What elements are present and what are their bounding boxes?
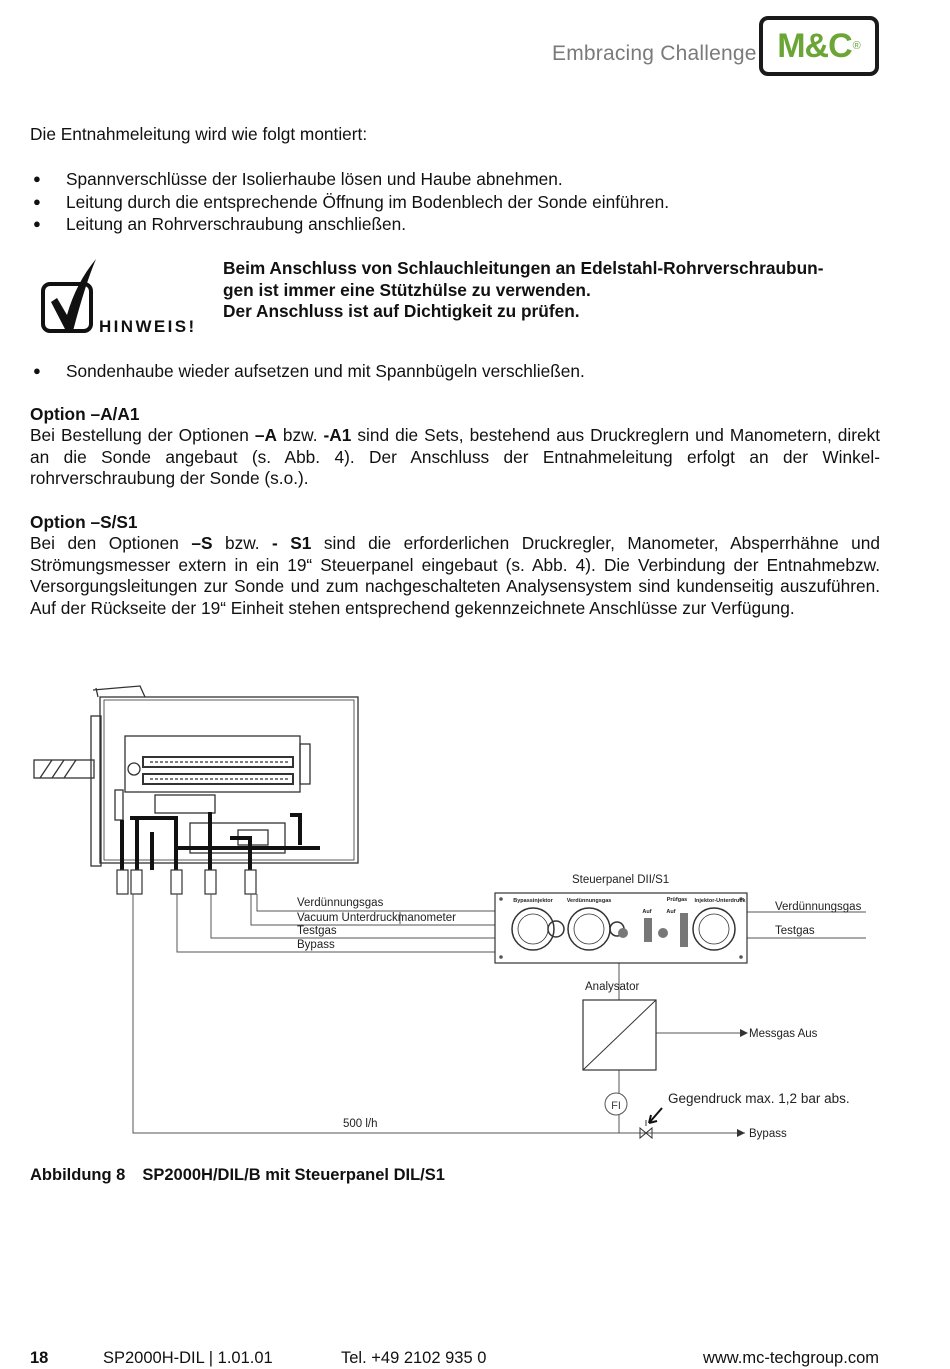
section-a-title: Option –A/A1: [30, 404, 140, 424]
bullet-icon: ●: [33, 216, 41, 232]
flow-indicator-label: FI: [611, 1100, 621, 1112]
final-step-list: [30, 360, 890, 383]
analysator-label: Analysator: [585, 981, 640, 993]
logo-registered-mark: ®: [852, 40, 861, 52]
intro-text: Die Entnahmeleitung wird wie folgt montiert:: [30, 124, 368, 144]
arrow-icon: [740, 1029, 748, 1037]
list-item: ● Leitung durch die entsprechende Öffnung im Bodenblech der Sonde einführen.: [33, 191, 670, 212]
company-logo: [759, 16, 879, 76]
fittings: [117, 870, 256, 894]
footer-tel: Tel. +49 2102 935 0: [341, 1349, 487, 1367]
panel-title: Steuerpanel DII/S1: [572, 874, 670, 886]
bullet-icon: ●: [33, 171, 41, 186]
gauge-label: Injektor-Unterdruck: [694, 898, 746, 904]
messgas-label: Messgas Aus: [749, 1028, 818, 1040]
list-item: ● Spannverschlüsse der Isolierhaube lösen und Haube abnehmen.: [33, 169, 563, 189]
tubing: [122, 812, 320, 870]
probe-diagram: [0, 680, 950, 1150]
knob-label: Auf: [666, 909, 676, 915]
figure-caption: Abbildung 8 SP2000H/DIL/B mit Steuerpanel DIL/S1: [30, 1166, 445, 1184]
steps-list: [30, 168, 890, 236]
checkmark-icon: [40, 255, 102, 335]
page-number: 18: [30, 1349, 49, 1367]
section-s-body: Bei den Optionen –S bzw. - S1 sind die erforderlichen Druckregler, Manometer, Absperrhähne und Strömungsmesser extern in ein 19“ Steuerpanel eingebaut (s. Abb. 4). Die Verbindung der Entnahmebzw. Versorgungsleitungen zur Sonde und zum nachgeschalteten Analysensystem sind kundenseitig auszuführen. Auf der Rückseite der 19“ Einheit stehen entsprechend gekennzeichnete Anschlüsse zur Verfügung.: [30, 533, 881, 618]
footer-web: www.mc-techgroup.com: [702, 1349, 879, 1367]
gauge-label: Prüfgas: [666, 897, 688, 903]
list-item: ● Sondenhaube wieder aufsetzen und mit Spannbügeln verschließen.: [33, 361, 585, 381]
gauge-label: Bypassinjektor: [513, 898, 553, 904]
list-item: ● Leitung an Rohrverschraubung anschließen.: [33, 214, 407, 235]
left-label: Bypass: [297, 939, 335, 951]
section-a-body: Bei Bestellung der Optionen –A bzw. -A1 sind die Sets, bestehend aus Druckreglern und Manometern, direkt an die Sonde angebaut (s. Abb. 4). Der Anschluss der Entnahmeleitung erfolgt an der Winkelrohrverschraubung der Sonde (s.o.).: [30, 425, 881, 489]
left-label: Testgas: [297, 925, 337, 937]
left-label: Verdünnungsgas: [297, 897, 384, 909]
note-label: HINWEIS!: [99, 317, 197, 336]
knob-label: Auf: [642, 909, 652, 915]
section-s-title: Option –S/S1: [30, 512, 138, 532]
pointer-arrow-icon: [649, 1108, 662, 1123]
probe-drawing: [34, 686, 358, 866]
header-tagline: Embracing Challenge: [552, 42, 757, 65]
flow-rate-label: 500 l/h: [343, 1118, 378, 1130]
note-text: Beim Anschluss von Schlauchleitungen an Edelstahl-Rohrverschraubun- gen ist immer eine Stützhülse zu verwenden. Der Anschluss ist auf Dichtigkeit zu prüfen.: [223, 258, 824, 322]
footer-doc: SP2000H-DIL | 1.01.01: [103, 1349, 273, 1367]
logo-text: M&C: [777, 26, 852, 65]
bullet-icon: ●: [33, 193, 41, 209]
gauge-label: Verdünnungsgas: [566, 898, 612, 904]
right-label: Testgas: [775, 925, 815, 937]
bypass-out-label: Bypass: [749, 1128, 787, 1140]
right-label: Verdünnungsgas: [775, 901, 862, 913]
arrow-icon: [737, 1129, 745, 1137]
gegendruck-label: Gegendruck max. 1,2 bar abs.: [668, 1091, 850, 1106]
left-label: Vacuum Unterdruckmanometer: [297, 912, 456, 924]
bullet-icon: ●: [33, 363, 41, 378]
